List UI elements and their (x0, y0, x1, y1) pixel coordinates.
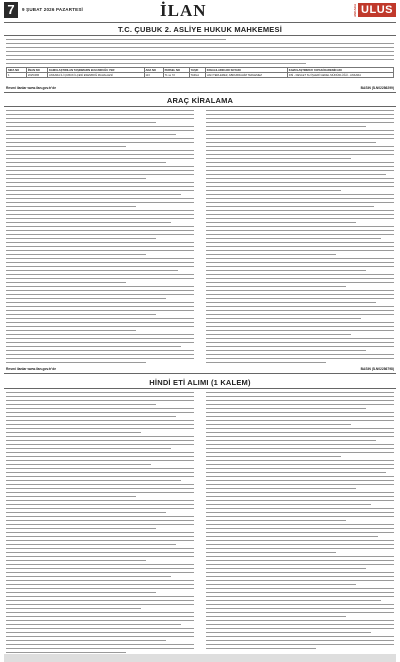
column-header: YAŞFI (189, 68, 205, 73)
divider (4, 388, 396, 389)
section-title: İLAN (160, 1, 207, 20)
divider (4, 373, 396, 374)
logo-text: ULUS (358, 3, 396, 17)
table-cell: DSİ - DEVLET SU İŞLERİ GENEL MÜDÜRLÜĞÜ - ANKARA (287, 73, 393, 78)
table-cell: 2025/486 (26, 73, 47, 78)
notice-title: T.C. ÇUBUK 2. ASLİYE HUKUK MAHKEMESİ (117, 25, 282, 34)
table-row (7, 73, 394, 78)
notice-title: ARAÇ KİRALAMA (166, 96, 234, 105)
table-cell: 113 (144, 73, 163, 78)
table-cell: TARLA (189, 73, 205, 78)
column-header: KAMULAŞTIRILAN TAŞINMAZIN BULUNDUĞU YER (47, 68, 144, 73)
logo-city: ANKARA (353, 3, 358, 17)
footer-link[interactable]: Resmi ilanlar www.ilan.gov.tr'de (6, 86, 57, 90)
notice-footer (6, 86, 394, 90)
column-header: KAMULAŞTIRMAYI YAPAN İDARENİN ADI (287, 68, 393, 73)
page-number: 7 (4, 2, 18, 18)
divider (4, 35, 396, 36)
table-cell: HAN TERLEMEZ, ABDURRAHİM TERLEMEZ (205, 73, 287, 78)
column-header: PARSEL NO (163, 68, 189, 73)
divider (4, 92, 396, 93)
table-cell: 1 (7, 73, 27, 78)
footer-link[interactable]: Resmi ilanlar www.ilan.gov.tr'de (6, 367, 57, 371)
footer-code: BASIN (İLN02286798) (360, 367, 394, 371)
table-cell: 71 ve 72 (163, 73, 189, 78)
notice-footer (6, 367, 394, 371)
divider (4, 106, 396, 107)
divider (4, 22, 396, 23)
column-header: DAVALILARIN ADI SOYADI (205, 68, 287, 73)
notice-title: HİNDİ ETİ ALIMI (1 KALEM) (149, 378, 251, 387)
table-cell: ANKARA İLİ ÇUBUK İLÇESİ ESENBOĞ MAHALLESİ (47, 73, 144, 78)
column-header: İİSAN NO (26, 68, 47, 73)
bottom-strip (4, 654, 396, 662)
masthead (0, 0, 400, 22)
footer-code: BASIN (İLN02286299) (360, 86, 394, 90)
issue-date: 9 ŞUBAT 2026 PAZARTESİ (22, 7, 83, 12)
expropriation-table (6, 67, 394, 78)
newspaper-logo (353, 2, 396, 18)
column-header: SIRA NO (7, 68, 27, 73)
column-header: ADA NO (144, 68, 163, 73)
